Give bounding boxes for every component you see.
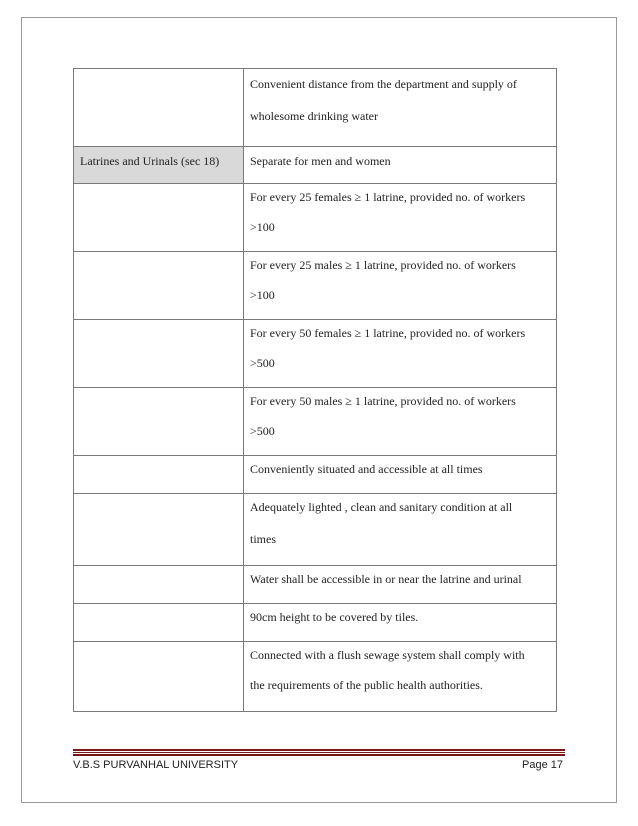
requirement-line: Connected with a flush sewage system shall comply with	[250, 648, 525, 662]
requirement-line: >100	[250, 220, 275, 234]
requirement-cell	[244, 252, 557, 320]
requirement-line: Convenient distance from the department and supply of	[250, 77, 517, 91]
requirement-cell	[244, 566, 557, 604]
section-cell	[74, 494, 244, 566]
requirement-cell	[244, 320, 557, 388]
requirement-line: For every 50 females ≥ 1 latrine, provided no. of workers	[250, 326, 526, 340]
requirement-line: Separate for men and women	[250, 154, 391, 168]
requirement-line: For every 25 females ≥ 1 latrine, provided no. of workers	[250, 190, 526, 204]
section-cell	[74, 147, 244, 184]
requirement-line: >100	[250, 288, 275, 302]
rules-table	[73, 68, 557, 712]
table-row	[74, 184, 557, 252]
footer-university-name: V.B.S PURVANHAL UNIVERSITY	[73, 759, 239, 771]
requirement-cell	[244, 184, 557, 252]
section-cell	[74, 456, 244, 494]
footer-page-number: Page 17	[522, 759, 563, 771]
section-cell	[74, 388, 244, 456]
requirement-line: >500	[250, 424, 275, 438]
table-row	[74, 642, 557, 712]
requirement-cell	[244, 456, 557, 494]
table-row	[74, 147, 557, 184]
section-cell	[74, 184, 244, 252]
table-row	[74, 252, 557, 320]
requirement-cell	[244, 642, 557, 712]
table-row	[74, 494, 557, 566]
table-row	[74, 566, 557, 604]
section-cell	[74, 566, 244, 604]
table-row	[74, 456, 557, 494]
section-cell	[74, 642, 244, 712]
table-row	[74, 69, 557, 147]
table-row	[74, 320, 557, 388]
requirement-line: For every 50 males ≥ 1 latrine, provided no. of workers	[250, 394, 516, 408]
requirement-cell	[244, 69, 557, 147]
requirement-line: 90cm height to be covered by tiles.	[250, 610, 419, 624]
table-row	[74, 388, 557, 456]
requirement-cell	[244, 604, 557, 642]
requirement-cell	[244, 147, 557, 184]
requirement-line: Water shall be accessible in or near the latrine and urinal	[250, 572, 522, 586]
requirement-cell	[244, 388, 557, 456]
section-cell	[74, 252, 244, 320]
section-title: Latrines and Urinals (sec 18)	[80, 154, 220, 168]
section-cell	[74, 69, 244, 147]
footer-divider	[73, 749, 565, 756]
section-cell	[74, 604, 244, 642]
requirement-line: For every 25 males ≥ 1 latrine, provided no. of workers	[250, 258, 516, 272]
requirement-line: Conveniently situated and accessible at all times	[250, 462, 483, 476]
section-cell	[74, 320, 244, 388]
requirement-line: Adequately lighted , clean and sanitary condition at all	[250, 500, 513, 514]
requirement-line: times	[250, 532, 276, 546]
table-row	[74, 604, 557, 642]
requirement-cell	[244, 494, 557, 566]
requirement-line: wholesome drinking water	[250, 109, 378, 123]
requirement-line: the requirements of the public health authorities.	[250, 678, 483, 692]
requirement-line: >500	[250, 356, 275, 370]
